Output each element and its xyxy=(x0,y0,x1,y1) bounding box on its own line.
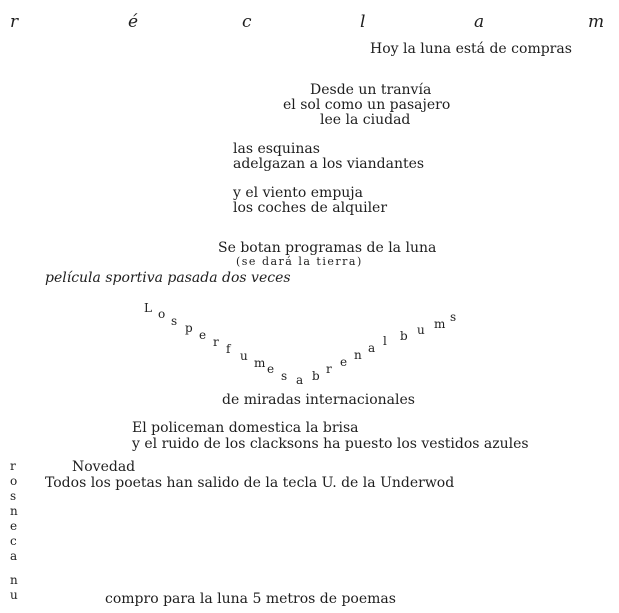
vertical-letter: u xyxy=(10,588,18,602)
stanza-tranvia-2: el sol como un pasajero xyxy=(283,97,451,113)
vertical-letter: e xyxy=(10,519,18,533)
miradas-line: de miradas internacionales xyxy=(222,392,415,408)
vertical-letter: o xyxy=(10,474,18,488)
vertical-letter: c xyxy=(10,534,17,548)
v-letter: l xyxy=(383,334,387,348)
v-letter: m xyxy=(254,356,266,370)
v-letter: a xyxy=(368,341,376,355)
v-letter: s xyxy=(171,314,178,328)
novedad-line: Novedad xyxy=(72,459,136,475)
stanza-esquinas-1: las esquinas xyxy=(233,141,320,157)
v-letter: u xyxy=(417,323,425,337)
programs-line: Se botan programas de la luna xyxy=(218,240,437,256)
header-letter-c: c xyxy=(242,12,252,32)
v-letter: p xyxy=(185,321,193,335)
v-letter: s xyxy=(450,310,457,324)
header-letter-m: m xyxy=(588,12,605,32)
header-letter-l: l xyxy=(360,12,366,32)
header-letter-e: é xyxy=(128,12,139,32)
policeman-line-2: y el ruido de los clacksons ha puesto los vestidos azules xyxy=(132,436,529,452)
vertical-letter: s xyxy=(10,489,17,503)
v-letter: m xyxy=(434,317,446,331)
v-letter: e xyxy=(267,362,275,376)
v-letter: r xyxy=(213,335,219,349)
final-line: compro para la luna 5 metros de poemas xyxy=(105,591,396,607)
v-letter: o xyxy=(158,307,166,321)
stanza-esquinas-2: adelgazan a los viandantes xyxy=(233,156,425,172)
vertical-letter: n xyxy=(10,504,18,518)
poetas-line: Todos los poetas han salido de la tecla U. de la Underwod xyxy=(45,475,455,491)
v-letter: e xyxy=(340,355,348,369)
v-letter: L xyxy=(144,301,152,315)
stanza-viento-2: los coches de alquiler xyxy=(233,200,388,216)
policeman-line-1: El policeman domestica la brisa xyxy=(132,420,359,436)
v-letter: a xyxy=(296,373,304,387)
v-letter: n xyxy=(354,348,362,362)
film-line: película sportiva pasada dos veces xyxy=(45,270,291,286)
v-letter: b xyxy=(312,369,320,383)
v-letter: s xyxy=(281,369,288,383)
header-letter-r: r xyxy=(10,12,19,32)
v-letter: e xyxy=(199,328,207,342)
stanza-tranvia-1: Desde un tranvía xyxy=(310,82,432,98)
v-letter: b xyxy=(400,329,408,343)
v-letter: f xyxy=(226,342,231,356)
programs-note: (se dará la tierra) xyxy=(236,255,363,268)
vertical-letter: a xyxy=(10,549,18,563)
v-letter: r xyxy=(326,362,332,376)
stanza-tranvia-3: lee la ciudad xyxy=(320,112,411,128)
vertical-letter: n xyxy=(10,573,18,587)
opening-line: Hoy la luna está de compras xyxy=(370,41,572,57)
vertical-letter: r xyxy=(10,459,16,473)
stanza-viento-1: y el viento empuja xyxy=(233,185,363,201)
header-letter-a: a xyxy=(474,12,485,32)
v-letter: u xyxy=(240,349,248,363)
